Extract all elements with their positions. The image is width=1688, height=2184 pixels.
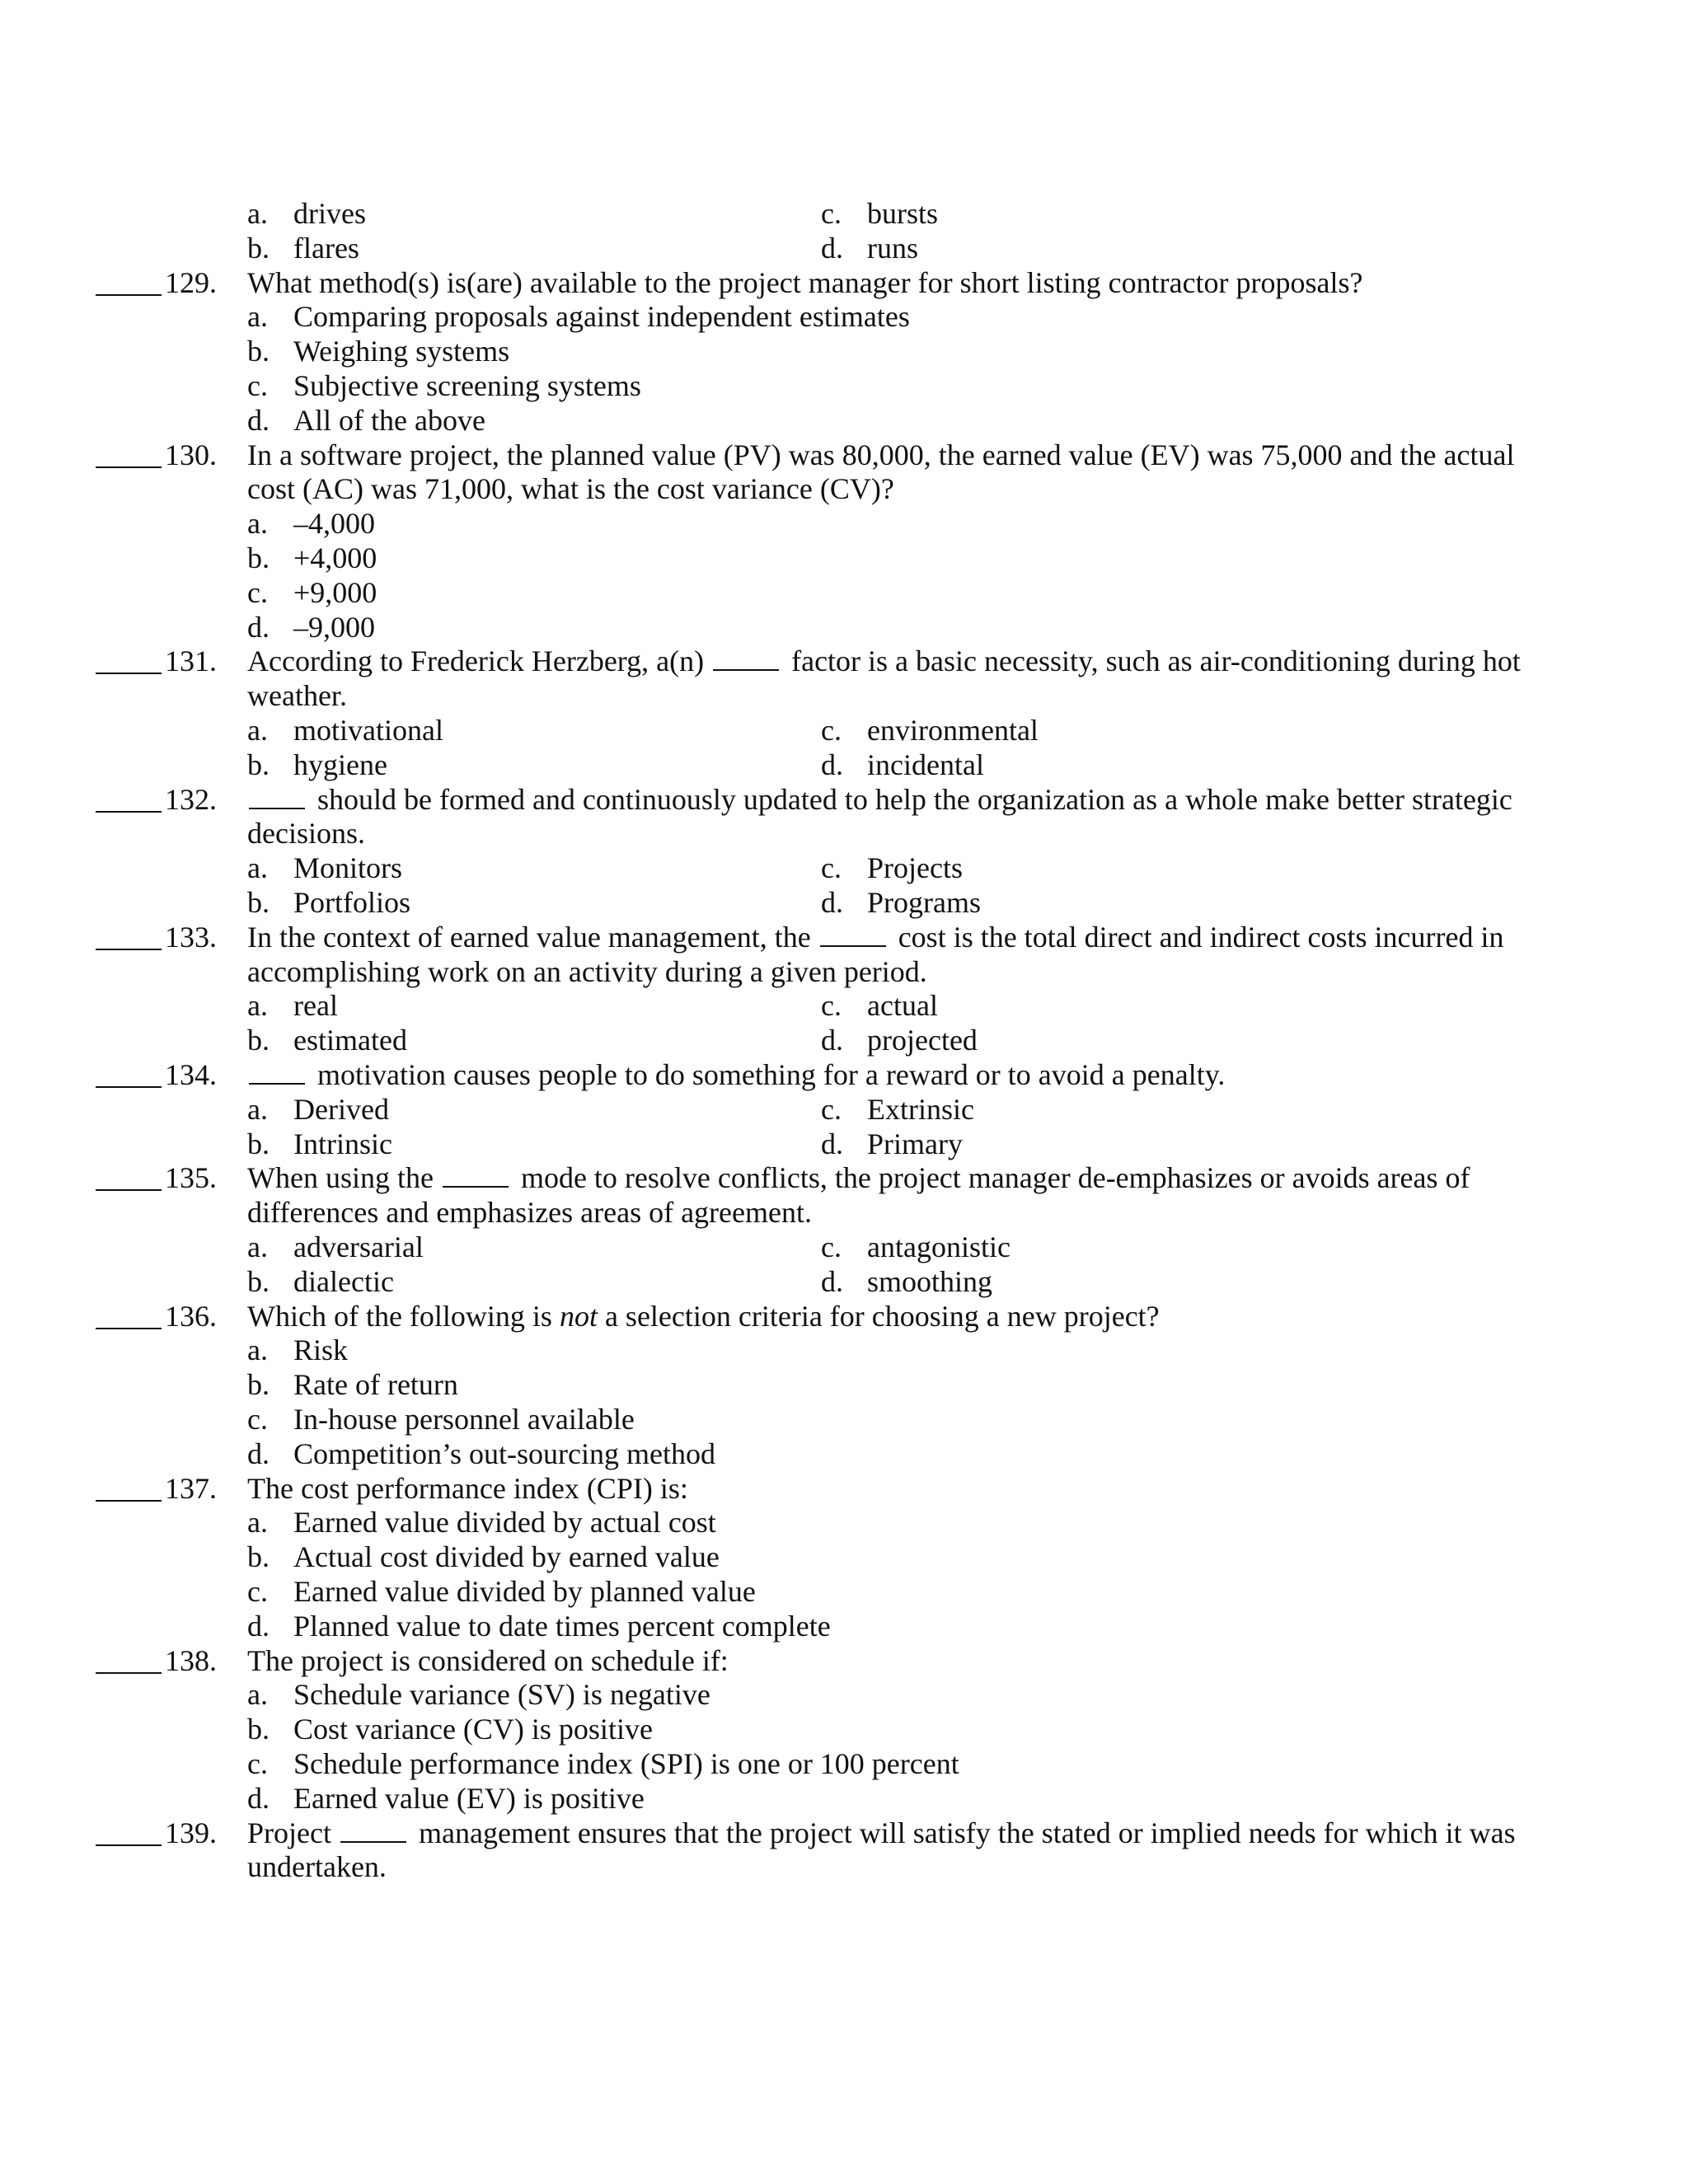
option-row — [0, 1264, 1688, 1299]
option-text: Weighing systems — [293, 335, 510, 368]
option-row — [0, 403, 1688, 438]
option-row — [0, 748, 1688, 782]
option-row — [0, 1023, 1688, 1057]
question-number: 134. — [165, 1058, 217, 1091]
question-text-segment: motivation causes people to do something for a reward or to avoid a penalty. — [310, 1058, 1226, 1091]
option-row — [0, 541, 1688, 575]
option-row — [0, 1092, 1688, 1127]
option-letter: a. — [247, 197, 268, 230]
option-letter: d. — [247, 610, 270, 644]
option-text: projected — [867, 1024, 978, 1057]
question-text-segment: What method(s) is(are) available to the project manager for short listing contractor proposals? — [247, 265, 1363, 299]
option-letter: b. — [247, 1368, 270, 1402]
answer-blank[interactable] — [96, 811, 162, 813]
option-letter: b. — [247, 886, 270, 919]
option-row — [0, 988, 1688, 1023]
option-text: +9,000 — [293, 575, 377, 609]
option-letter: a. — [247, 1333, 268, 1367]
option-letter: a. — [247, 507, 268, 541]
question-text — [247, 1057, 1225, 1092]
option-letter: d. — [821, 231, 843, 265]
option-row — [0, 1574, 1688, 1609]
option-text: flares — [293, 231, 359, 265]
option-text: Risk — [293, 1333, 349, 1367]
option-text: Schedule performance index (SPI) is one or 100 percent — [293, 1747, 959, 1780]
option-row — [0, 1127, 1688, 1161]
question-number: 137. — [165, 1471, 217, 1505]
question-text — [247, 1160, 1470, 1195]
option-text: Rate of return — [293, 1368, 458, 1402]
question-text-segment: accomplishing work on an activity during a given period. — [247, 954, 927, 988]
question-line — [0, 644, 1688, 678]
option-letter: a. — [247, 1230, 268, 1263]
option-text: Portfolios — [293, 886, 411, 919]
question-line — [0, 1057, 1688, 1092]
question-text-segment: The cost performance index (CPI) is: — [247, 1471, 688, 1505]
question-text — [247, 438, 1514, 472]
option-letter: b. — [247, 231, 270, 265]
option-text: drives — [293, 197, 366, 230]
option-row — [0, 1677, 1688, 1712]
question-text — [247, 1849, 387, 1884]
question-number: 139. — [165, 1816, 217, 1849]
option-letter: d. — [821, 886, 843, 919]
option-text: Subjective screening systems — [293, 369, 641, 402]
option-row — [0, 1402, 1688, 1436]
option-row — [0, 506, 1688, 541]
question-line — [0, 782, 1688, 817]
question-text-segment: factor is a basic necessity, such as air-conditioning during hot — [784, 644, 1521, 678]
question-text — [247, 816, 365, 851]
question-number: 136. — [165, 1299, 217, 1333]
question-text — [247, 644, 1521, 678]
answer-blank[interactable] — [96, 294, 162, 296]
option-text: dialectic — [293, 1264, 394, 1298]
question-text-segment: In a software project, the planned value (PV) was 80,000, the earned value (EV) was 75,000 and the actual — [247, 438, 1515, 471]
option-text: incidental — [867, 748, 984, 781]
option-row — [0, 231, 1688, 265]
question-line — [0, 265, 1688, 300]
option-letter: c. — [247, 369, 268, 402]
option-text: In-house personnel available — [293, 1403, 635, 1436]
question-text — [247, 920, 1504, 954]
question-line — [0, 1849, 1688, 1884]
question-number: 135. — [165, 1161, 217, 1195]
option-letter: b. — [247, 1264, 270, 1298]
option-text: Earned value divided by planned value — [293, 1575, 756, 1608]
option-letter: b. — [247, 541, 270, 574]
question-text-segment: management ensures that the project will satisfy the stated or implied needs for which it was — [410, 1816, 1516, 1849]
answer-blank[interactable] — [96, 1672, 162, 1674]
answer-blank[interactable] — [96, 1500, 162, 1502]
option-letter: d. — [821, 1264, 843, 1298]
question-number: 132. — [165, 782, 217, 816]
option-letter: c. — [247, 1747, 268, 1780]
option-row — [0, 610, 1688, 644]
question-line — [0, 816, 1688, 851]
question-text — [247, 1643, 729, 1678]
answer-blank[interactable] — [96, 1086, 162, 1088]
question-text — [247, 1471, 688, 1506]
answer-blank[interactable] — [96, 1844, 162, 1846]
option-row — [0, 1230, 1688, 1264]
question-line — [0, 678, 1688, 713]
option-text: +4,000 — [293, 541, 377, 574]
option-letter: a. — [247, 989, 268, 1023]
question-text-segment: decisions. — [247, 817, 365, 851]
option-letter: c. — [821, 197, 842, 230]
option-text: runs — [867, 231, 918, 265]
option-text: hygiene — [293, 748, 387, 781]
question-line — [0, 1471, 1688, 1506]
option-row — [0, 299, 1688, 334]
option-text: –4,000 — [293, 507, 375, 541]
question-line — [0, 1816, 1688, 1850]
question-text-segment: In the context of earned value management, the — [247, 920, 818, 954]
question-line — [0, 471, 1688, 506]
option-row — [0, 1712, 1688, 1746]
question-number: 138. — [165, 1643, 217, 1677]
option-row — [0, 851, 1688, 885]
question-text-segment: When using the — [247, 1161, 441, 1195]
option-text: smoothing — [867, 1264, 993, 1298]
question-number: 131. — [165, 644, 217, 678]
option-text: environmental — [867, 714, 1039, 747]
answer-blank[interactable] — [96, 1189, 162, 1191]
question-text — [247, 265, 1363, 300]
option-letter: a. — [247, 1506, 268, 1540]
option-letter: a. — [247, 1678, 268, 1712]
fill-in-blank — [249, 1058, 305, 1085]
option-row — [0, 1505, 1688, 1540]
option-letter: a. — [247, 300, 268, 334]
option-letter: c. — [247, 1403, 268, 1436]
option-row — [0, 1746, 1688, 1781]
option-text: Earned value (EV) is positive — [293, 1781, 645, 1815]
question-text — [247, 782, 1512, 817]
option-text: motivational — [293, 714, 443, 747]
question-text-segment: undertaken. — [247, 1850, 387, 1884]
option-text: Extrinsic — [867, 1092, 974, 1126]
fill-in-blank — [820, 921, 886, 947]
option-letter: b. — [247, 748, 270, 781]
option-row — [0, 885, 1688, 920]
option-row — [0, 575, 1688, 610]
option-letter: d. — [821, 1127, 843, 1160]
option-text: Comparing proposals against independent estimates — [293, 300, 910, 334]
option-letter: a. — [247, 1092, 268, 1126]
option-letter: d. — [247, 1436, 270, 1470]
option-letter: a. — [247, 714, 268, 747]
option-text: antagonistic — [867, 1230, 1010, 1263]
option-letter: d. — [247, 1781, 270, 1815]
option-text: Schedule variance (SV) is negative — [293, 1678, 710, 1712]
question-line — [0, 920, 1688, 954]
option-text: Cost variance (CV) is positive — [293, 1713, 653, 1746]
option-letter: c. — [821, 714, 842, 747]
fill-in-blank — [713, 644, 779, 671]
option-text: Primary — [867, 1127, 963, 1160]
option-text: estimated — [293, 1024, 407, 1057]
option-letter: a. — [247, 851, 268, 885]
option-text: Earned value divided by actual cost — [293, 1506, 716, 1540]
option-text: All of the above — [293, 403, 485, 437]
option-text: Derived — [293, 1092, 389, 1126]
option-text: Intrinsic — [293, 1127, 392, 1160]
question-text — [247, 1299, 1160, 1333]
option-row — [0, 713, 1688, 748]
option-text: Projects — [867, 851, 963, 885]
option-text: Monitors — [293, 851, 403, 885]
option-text: –9,000 — [293, 610, 375, 644]
question-text — [247, 1195, 812, 1230]
question-text-segment: The project is considered on schedule if: — [247, 1643, 729, 1677]
option-letter: d. — [821, 748, 843, 781]
option-letter: d. — [247, 403, 270, 437]
option-letter: d. — [821, 1024, 843, 1057]
question-line — [0, 1299, 1688, 1333]
question-line — [0, 954, 1688, 989]
option-letter: b. — [247, 1127, 270, 1160]
question-text — [247, 954, 927, 989]
option-row — [0, 1436, 1688, 1471]
answer-blank[interactable] — [96, 673, 162, 674]
option-letter: b. — [247, 1024, 270, 1057]
option-text: actual — [867, 989, 938, 1023]
option-text: adversarial — [293, 1230, 424, 1263]
question-line — [0, 1195, 1688, 1230]
option-row — [0, 1781, 1688, 1816]
question-text-segment: Project — [247, 1816, 339, 1849]
answer-blank[interactable] — [96, 466, 162, 468]
option-row — [0, 368, 1688, 403]
option-letter: c. — [247, 575, 268, 609]
question-number: 133. — [165, 920, 217, 954]
fill-in-blank — [249, 783, 305, 809]
option-text: Programs — [867, 886, 981, 919]
option-text: real — [293, 989, 338, 1023]
option-letter: b. — [247, 1713, 270, 1746]
option-letter: c. — [821, 1092, 842, 1126]
option-text: bursts — [867, 197, 939, 230]
answer-blank[interactable] — [96, 1328, 162, 1329]
option-row — [0, 334, 1688, 368]
question-line — [0, 438, 1688, 472]
question-text-segment: a selection criteria for choosing a new project? — [597, 1299, 1160, 1333]
option-row — [0, 1333, 1688, 1367]
option-text: Competition’s out-sourcing method — [293, 1436, 715, 1470]
answer-blank[interactable] — [96, 949, 162, 950]
question-text — [247, 471, 894, 506]
option-letter: c. — [821, 989, 842, 1023]
question-number: 129. — [165, 265, 217, 299]
question-text-segment: should be formed and continuously updated to help the organization as a whole make better strategic — [310, 782, 1512, 816]
question-text-segment: differences and emphasizes areas of agreement. — [247, 1196, 812, 1230]
option-row — [0, 196, 1688, 231]
emphasis-text: not — [559, 1299, 598, 1333]
question-text — [247, 678, 347, 713]
question-text-segment: cost (AC) was 71,000, what is the cost variance (CV)? — [247, 472, 894, 506]
question-text-segment: weather. — [247, 679, 347, 713]
option-letter: d. — [247, 1609, 270, 1643]
question-number: 130. — [165, 438, 217, 471]
option-text: Actual cost divided by earned value — [293, 1540, 720, 1574]
option-row — [0, 1540, 1688, 1574]
question-text-segment: Which of the following is — [247, 1299, 560, 1333]
option-letter: c. — [821, 851, 842, 885]
option-text: Planned value to date times percent complete — [293, 1609, 831, 1643]
question-text-segment: mode to resolve conflicts, the project manager de-emphasizes or avoids areas of — [513, 1161, 1470, 1195]
question-line — [0, 1643, 1688, 1678]
question-text-segment: cost is the total direct and indirect costs incurred in — [890, 920, 1504, 954]
fill-in-blank — [340, 1816, 406, 1843]
option-letter: c. — [821, 1230, 842, 1263]
option-row — [0, 1609, 1688, 1643]
question-text-segment: According to Frederick Herzberg, a(n) — [247, 644, 712, 678]
question-line — [0, 1160, 1688, 1195]
question-text — [247, 1816, 1516, 1850]
option-letter: b. — [247, 1540, 270, 1574]
option-letter: b. — [247, 335, 270, 368]
fill-in-blank — [443, 1161, 509, 1188]
option-row — [0, 1367, 1688, 1402]
option-letter: c. — [247, 1575, 268, 1608]
